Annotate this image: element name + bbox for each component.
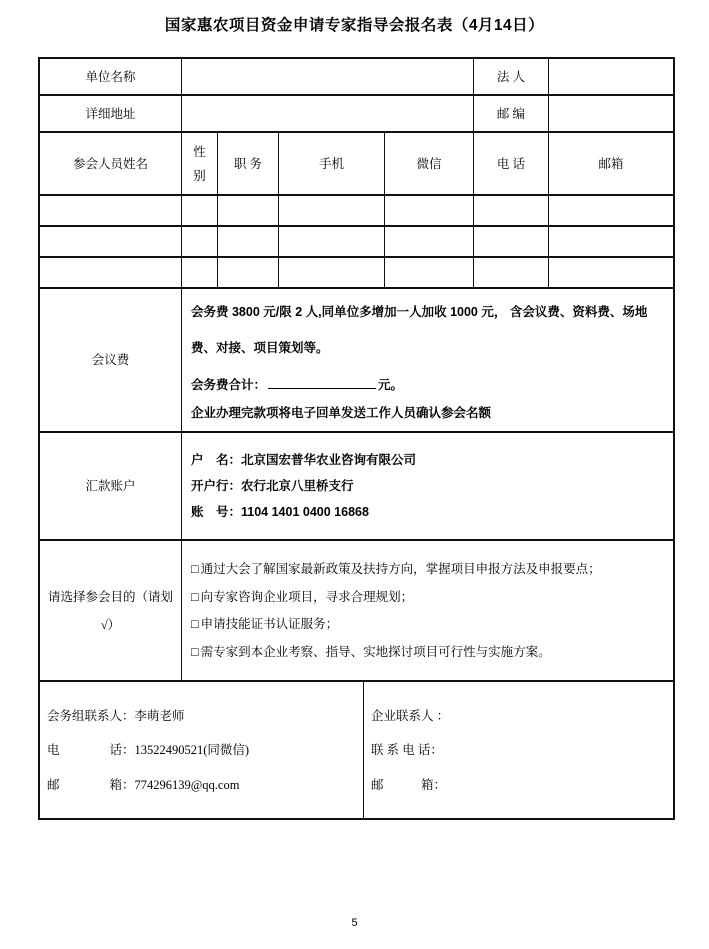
telephone-header: 电 话 (474, 133, 549, 194)
enterprise-email-label: 邮 箱： (371, 777, 447, 792)
position-header: 职 务 (218, 133, 279, 194)
participant-cell (385, 258, 474, 287)
account-holder-line (191, 451, 416, 469)
mobile-header: 手机 (279, 133, 385, 194)
participant-cell (218, 258, 279, 287)
fee-total-blank-line (268, 375, 376, 389)
contacts-row (40, 682, 673, 818)
participant-cell (218, 227, 279, 256)
participant-cell (40, 227, 182, 256)
participant-cell (549, 227, 673, 256)
organizer-person-label: 会务组联系人： (47, 708, 135, 723)
purpose-option-text: 申请技能证书认证服务； (200, 617, 339, 632)
participant-cell (279, 227, 385, 256)
bank-line (191, 477, 354, 495)
attendance-purpose-label: 请选择参会目的（请划√） (40, 541, 182, 680)
unit-name-row (40, 59, 673, 96)
checkbox-icon: □ (191, 617, 199, 632)
fee-total-line (191, 372, 403, 398)
conference-fee-label: 会议费 (40, 289, 182, 431)
purpose-option (191, 588, 413, 606)
fee-total-suffix: 元。 (378, 378, 404, 392)
participant-cell (385, 196, 474, 225)
conference-fee-content (182, 289, 673, 431)
remittance-account-label: 汇款账户 (40, 433, 182, 539)
account-number-line (191, 503, 369, 521)
participant-row (40, 227, 673, 258)
attendance-purpose-content (182, 541, 673, 680)
participant-cell (218, 196, 279, 225)
attendance-purpose-row (40, 541, 673, 682)
participant-cell (40, 258, 182, 287)
enterprise-person-label: 企业联系人 ： (371, 708, 450, 723)
purpose-option-text: 通过大会了解国家最新政策及扶持方向，掌握项目申报方法及申报要点； (200, 562, 601, 577)
participant-row (40, 196, 673, 227)
fee-description: 会务费 3800 元/限 2 人,同单位多增加一人加收 1000 元， 含会议费、资料费、场地费、对接、项目策划等。 (191, 305, 648, 355)
remittance-account-content (182, 433, 673, 539)
participant-cell (549, 196, 673, 225)
organizer-email-line (47, 776, 239, 794)
participant-cell (182, 196, 218, 225)
address-label: 详细地址 (40, 96, 182, 131)
participant-cell (474, 258, 549, 287)
page-number: 5 (351, 917, 358, 929)
account-number-label: 账 号： (191, 505, 242, 519)
organizer-email-label: 邮 箱： (47, 777, 135, 792)
checkbox-icon: □ (191, 562, 199, 577)
address-row (40, 96, 673, 133)
participants-header-row (40, 133, 673, 196)
gender-header: 性别 (182, 133, 218, 194)
account-holder-label: 户 名： (191, 453, 242, 467)
remittance-account-row (40, 433, 673, 541)
unit-name-field (182, 59, 474, 94)
legal-person-label: 法 人 (474, 59, 549, 94)
purpose-option-text: 向专家咨询企业项目，寻求合理规划； (200, 589, 414, 604)
registration-form-table (38, 57, 675, 820)
wechat-header: 微信 (385, 133, 474, 194)
address-field (182, 96, 474, 131)
participant-name-header: 参会人员姓名 (40, 133, 182, 194)
enterprise-phone-label: 联 系 电 话： (371, 743, 443, 757)
purpose-option-text: 需专家到本企业考察、指导、实地探讨项目可行性与实施方案。 (200, 644, 551, 659)
account-number-value: 1104 1401 0400 16868 (241, 505, 369, 519)
email-header: 邮箱 (598, 156, 624, 171)
bank-label: 开户行： (191, 479, 242, 493)
organizer-person-line (47, 707, 185, 725)
conference-fee-row (40, 289, 673, 433)
fee-total-prefix: 会务费合计： (191, 378, 267, 392)
account-holder-value: 北京国宏普华农业咨询有限公司 (241, 453, 417, 467)
participant-cell (279, 196, 385, 225)
organizer-email-value: 774296139@qq.com (134, 777, 240, 792)
fee-note: 企业办理完款项将电子回单发送工作人员确认参会名额 (191, 406, 492, 420)
checkbox-icon: □ (191, 644, 199, 659)
participant-cell (474, 227, 549, 256)
participant-cell (40, 196, 182, 225)
participant-cell (182, 258, 218, 287)
checkbox-icon: □ (191, 589, 199, 604)
postal-code-label: 邮 编 (474, 96, 549, 131)
bank-value: 农行北京八里桥支行 (241, 479, 354, 493)
unit-name-label: 单位名称 (40, 59, 182, 94)
organizer-contact-cell (40, 682, 364, 818)
legal-person-field (549, 59, 673, 94)
organizer-person-value: 李萌老师 (134, 708, 185, 723)
participant-cell (182, 227, 218, 256)
organizer-phone-value: 13522490521(同微信) (134, 743, 250, 757)
participant-cell (474, 196, 549, 225)
participant-cell (279, 258, 385, 287)
purpose-option (191, 615, 338, 633)
organizer-phone-label: 电 话： (47, 743, 135, 757)
organizer-phone-line (47, 741, 249, 759)
purpose-option (191, 560, 601, 578)
participant-cell (385, 227, 474, 256)
purpose-option (191, 643, 551, 661)
page-title: 国家惠农项目资金申请专家指导会报名表（4月14日） (164, 17, 545, 34)
participant-row (40, 258, 673, 289)
participant-cell (549, 258, 673, 287)
postal-code-field (549, 96, 673, 131)
enterprise-contact-cell (364, 682, 673, 818)
